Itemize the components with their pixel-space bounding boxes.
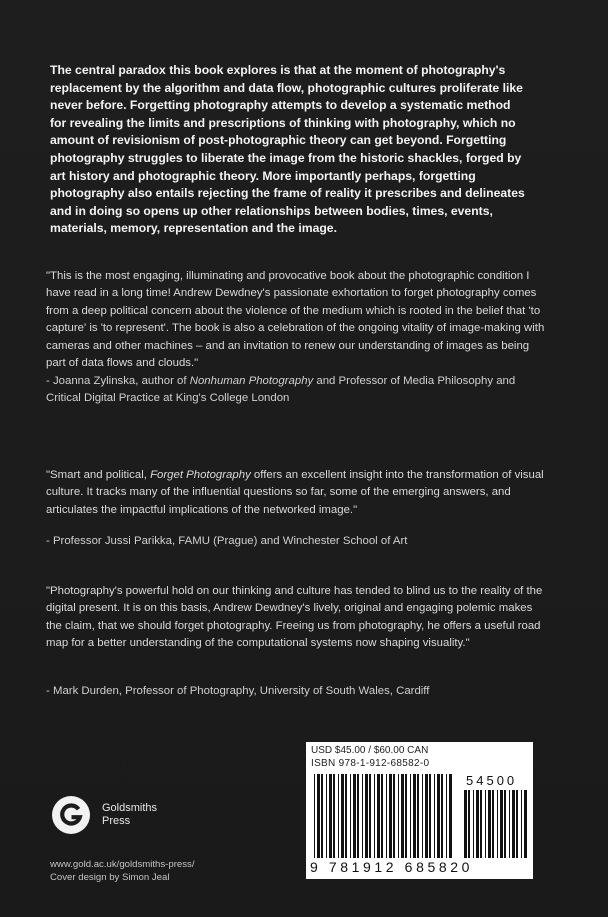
barcode-bar [417,774,419,858]
barcode-bar [314,774,315,858]
barcode-bar [434,774,435,858]
price-text: USD $45.00 / $60.00 CAN [311,745,429,756]
barcode-bar [393,774,395,858]
barcode-bar [446,774,447,858]
barcode-bar [492,790,494,858]
barcode-bar [524,790,527,858]
book-title-forget-photography: Forget Photography [150,469,251,481]
barcode-bar [468,790,470,858]
barcode-bar [369,774,371,858]
book-title-nonhuman-photography: Nonhuman Photography [189,375,314,387]
barcode-bar [497,790,498,858]
barcode-bar [480,790,482,858]
barcode-addon-number: 54500 [466,773,518,788]
barcode-bar [488,790,491,858]
review-quote-3: "Photography's powerful hold on our thinking and culture has tended to blind us to the reality of the digital present. It is on this basis, Andrew Dewdney's lively, original and engaging polemic makes the claim, that we should forget photography. Freeing us from photography, he offers a useful road map for a better understanding of the computational systems now shaping visuality." [46,585,543,650]
barcode-bar [521,790,522,858]
review-attribution-2: - Professor Jussi Parikka, FAMU (Prague) and Winchester School of Art [46,535,408,547]
footer-credits [50,858,195,884]
barcode-bar [441,774,443,858]
barcode-bar [341,774,344,858]
barcode-bar [350,774,351,858]
barcode-bar [425,774,428,858]
barcode-bar [504,790,506,858]
barcode-bar [485,790,486,858]
barcode-bar [357,774,359,858]
barcode-bar [345,774,347,858]
barcode-bar [353,774,356,858]
barcode-bar [321,774,323,858]
barcode-bar [429,774,431,858]
review-attribution-3: - Mark Durden, Professor of Photography, University of South Wales, Cardiff [46,685,430,697]
publisher-logo [52,796,157,834]
barcode-bar [516,790,518,858]
barcode-bar [500,790,503,858]
barcode-ean-number: 9 781912 685820 [310,859,473,875]
barcode-bar [473,790,474,858]
barcode-bar [401,774,404,858]
barcode-bar [437,774,440,858]
barcode-bar [317,774,320,858]
barcode-bar [377,774,380,858]
barcode-bar [374,774,375,858]
barcode-bar [512,790,515,858]
barcode-bar [389,774,392,858]
publisher-name: Goldsmiths Press [102,802,158,827]
barcode-bar [333,774,335,858]
book-blurb: The central paradox this book explores is that at the moment of photography's replacement by the algorithm and data flow, photographic cultures proliferate like never before. Forgetting photography attempts to develop a systematic method for revealing the limits and prescriptions of thinking with photography, which no amount of revisionism of post-photographic theory can get beyond. Forgetting photography struggles to liberate the image from the historic shackles, forged by art history and photographic theory. More importantly perhaps, forgetting photography also entails rejecting the frame of reality it prescribes and delineates and in doing so opens up other relationships between bodies, times, events, materials, memory, representation and the image. [50,63,525,236]
review-attribution-1: - Joanna Zylinska, author of Nonhuman Photography and Professor of Media Philosophy and Critical Digital Practice at King's College London [46,375,516,405]
barcode-bar [464,790,467,858]
barcode-bar [449,774,452,858]
barcode-bar [386,774,387,858]
cover-design-credit: Cover design by Simon Jeal [50,872,170,883]
isbn-text: ISBN 978-1-912-68582-0 [311,758,430,769]
barcode-bar [509,790,510,858]
goldsmiths-g-icon [52,796,90,834]
g-glyph-icon [58,802,84,828]
barcode-bar [365,774,368,858]
barcode-bar [398,774,399,858]
barcode-bar [476,790,479,858]
barcode-bar [405,774,407,858]
barcode-bar [413,774,416,858]
barcode-bar [329,774,332,858]
barcode-bar [422,774,423,858]
barcode-label [306,742,533,879]
barcode-bar [338,774,339,858]
review-quote-1: "This is the most engaging, illuminating and provocative book about the photographic condition I have read in a long time! Andrew Dewdney's passionate exhortation to forget photography comes from a deep political concern about the violence of the medium which is rooted in the belief that 'to capture' is 'to represent'. The book is also a celebration of the ongoing vitality of image-making with cameras and other machines – and an invitation to renew our understanding of images as being part of data flows and clouds." [46,270,545,370]
review-quote-2: "Smart and political, Forget Photography offers an excellent insight into the transformation of visual culture. It tracks many of the influential questions so far, some of the emerging answers, and articulates the impactful implications of the networked image." [46,469,544,516]
barcode-bar [381,774,383,858]
barcode-bar [326,774,327,858]
publisher-url: www.gold.ac.uk/goldsmiths-press/ [50,859,195,870]
barcode-bar [410,774,411,858]
barcode-bar [362,774,363,858]
